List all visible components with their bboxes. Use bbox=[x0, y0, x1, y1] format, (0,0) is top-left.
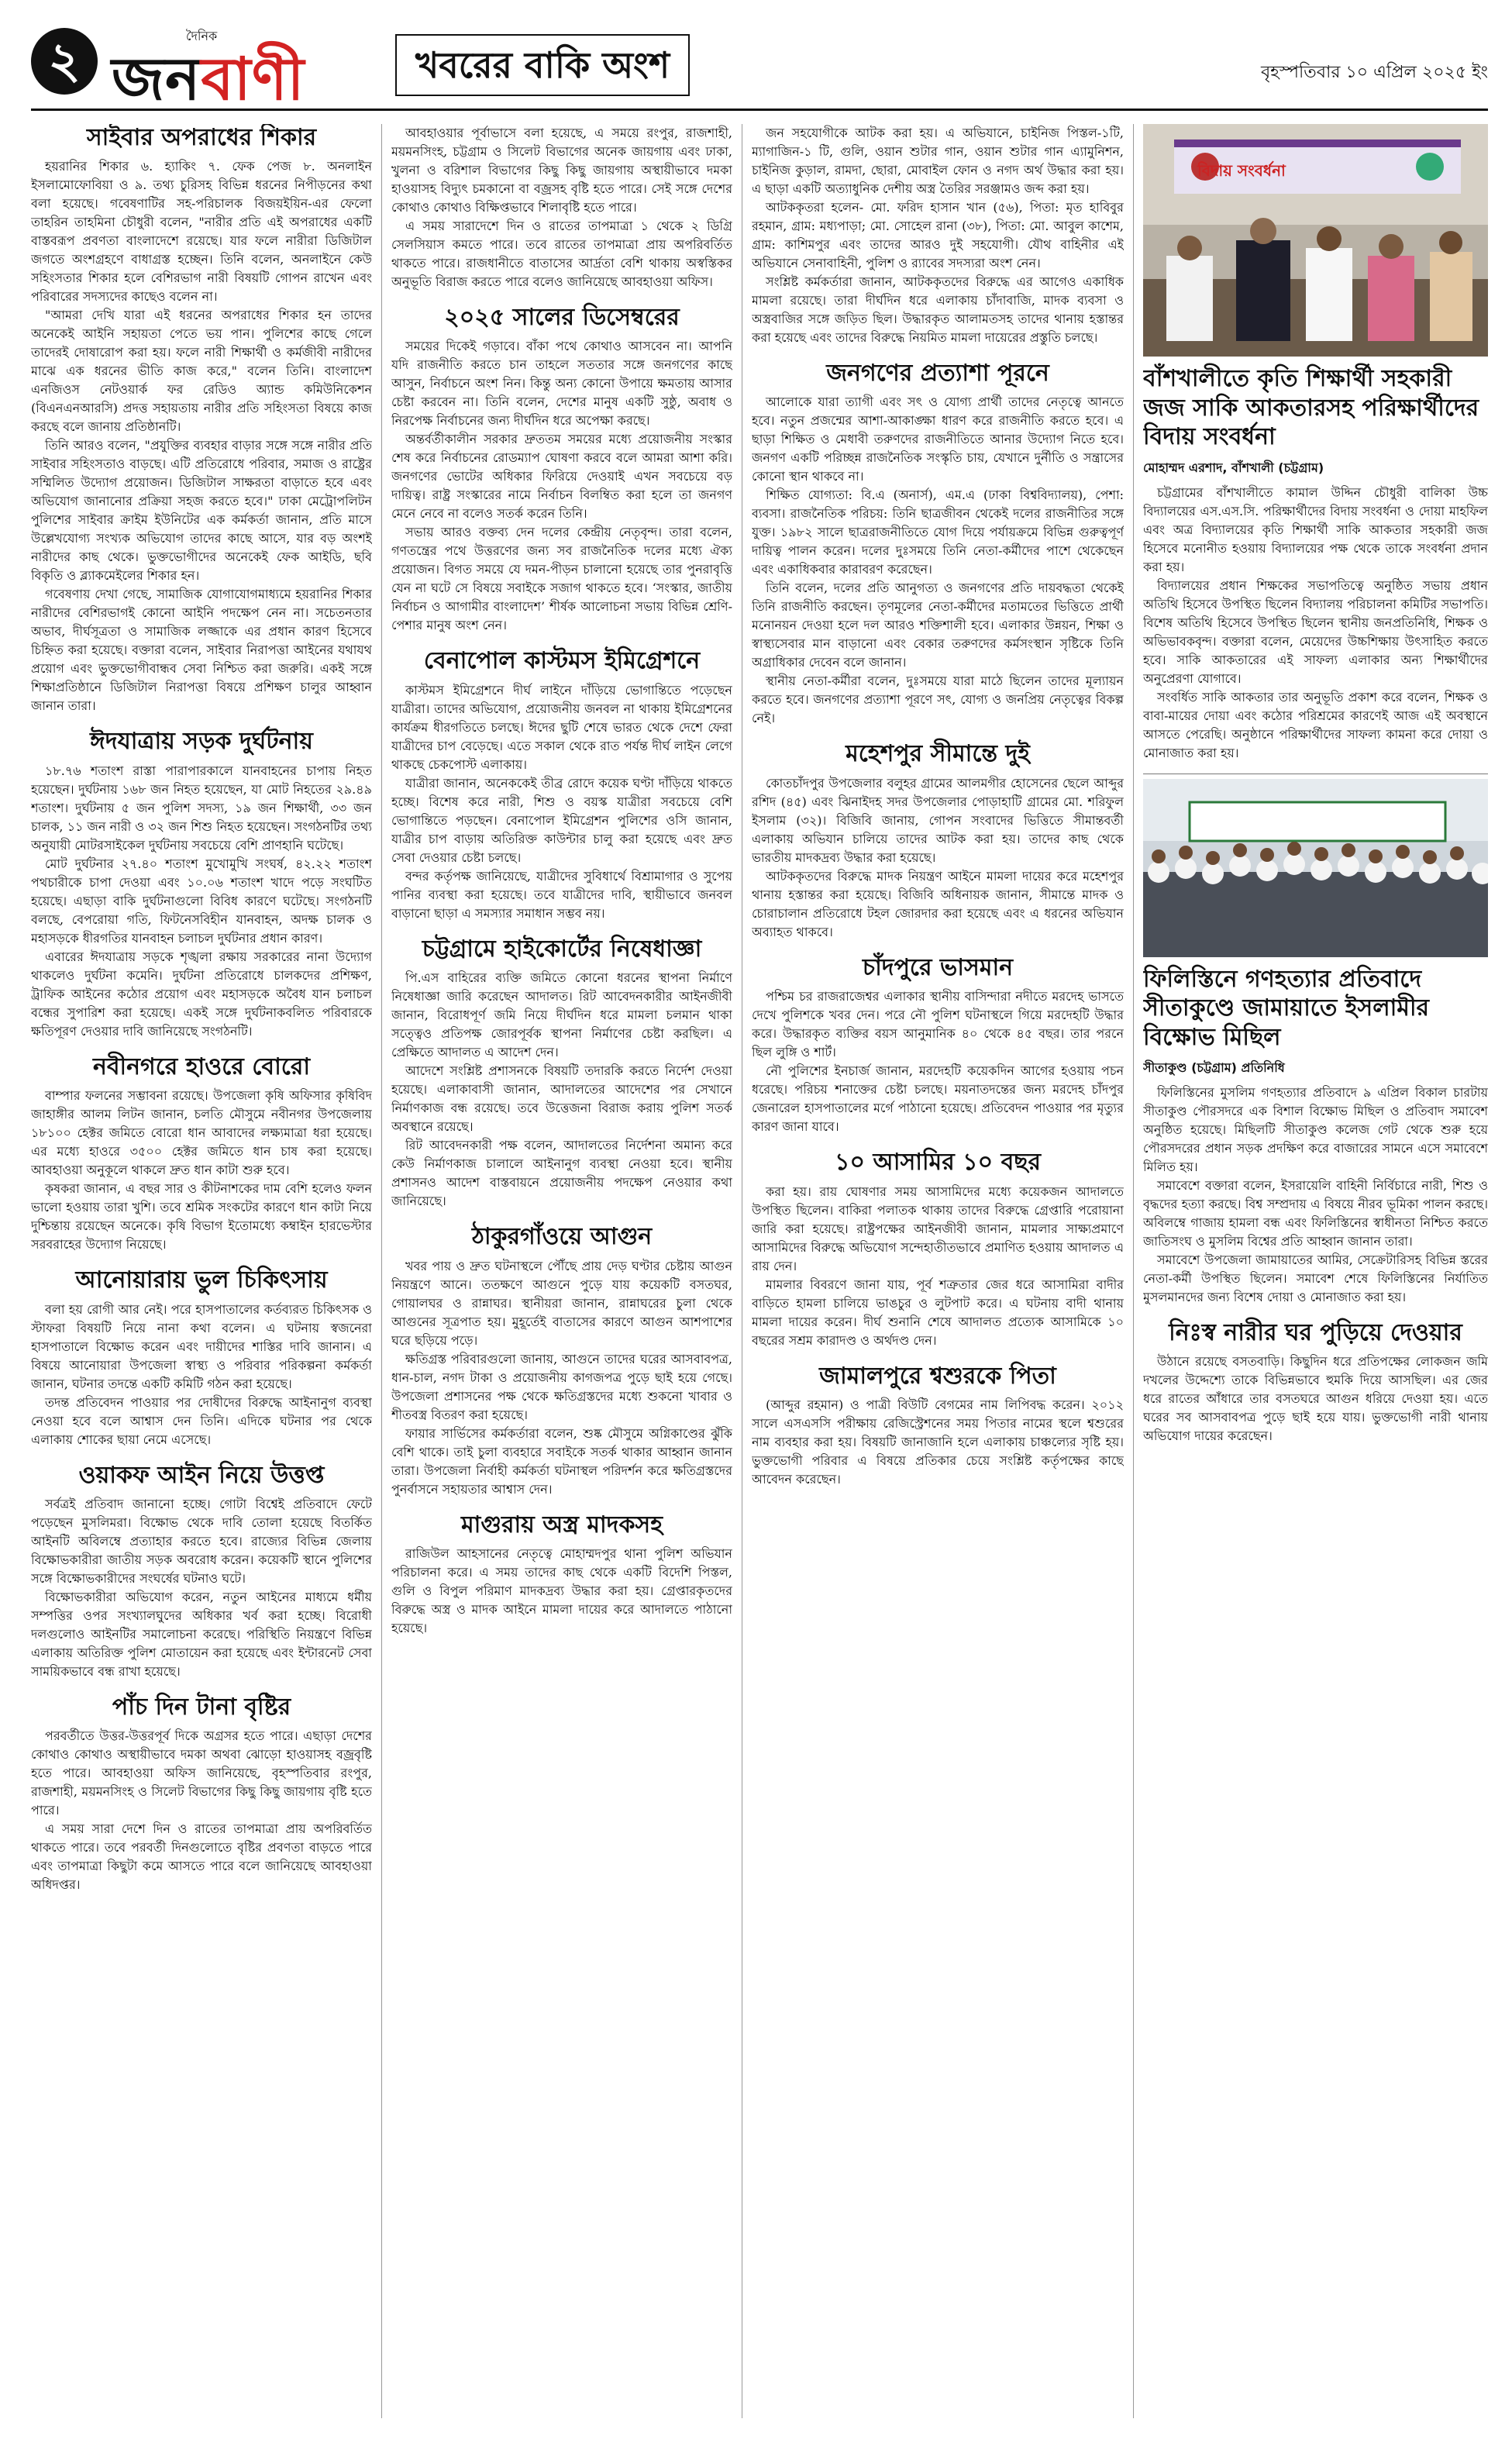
paragraph: ফায়ার সার্ভিসের কর্মকর্তারা বলেন, শুষ্ক মৌসুমে অগ্নিকাণ্ডের ঝুঁকি বেশি থাকে। তাই চুলা ব্যবহারে সবাইকে সতর্ক থাকার আহ্বান জানান তারা। উপজেলা নির্বাহী কর্মকর্তা ঘটনাস্থল পরিদর্শন করে ক্ষতিগ্রস্তদের পুনর্বাসনে সহায়তার আশ্বাস দেন। bbox=[391, 1425, 732, 1497]
story-body bbox=[391, 1257, 732, 1499]
story-body bbox=[391, 1545, 732, 1638]
paragraph: সমাবেশে বক্তারা বলেন, ইসরায়েলি বাহিনী নির্বিচারে নারী, শিশু ও বৃদ্ধদের হত্যা করছে। বিশ্ব সম্প্রদায় এ বিষয়ে নীরব ভূমিকা পালন করছে। অবিলম্বে গাজায় হামলা বন্ধ এবং ফিলিস্তিনের স্বাধীনতা নিশ্চিত করতে জাতিসংঘ ও মুসলিম বিশ্বের প্রতি আহ্বান জানান তারা। bbox=[1143, 1178, 1488, 1249]
paragraph: পি.এস বাহিরের ব্যক্তি জমিতে কোনো ধরনের স্থাপনা নির্মাণে নিষেধাজ্ঞা জারি করেছেন আদালত। রিট আবেদনকারীর আইনজীবী জানান, বিরোধপূর্ণ জমি নিয়ে দীর্ঘদিন ধরে মামলা চলমান থাকা সত্ত্বেও প্রতিপক্ষ জোরপূর্বক স্থাপনা নির্মাণের চেষ্টা করছিল। এ প্রেক্ষিতে আদালত এ আদেশ দেন। bbox=[391, 970, 732, 1060]
paragraph: তিনি বলেন, দলের প্রতি আনুগত্য ও জনগণের প্রতি দায়বদ্ধতা থেকেই তিনি রাজনীতি করছেন। তৃণমূলের নেতা-কর্মীদের মতামতের ভিত্তিতে প্রার্থী মনোনয়ন দেওয়া হলে দল আরও শক্তিশালী হবে। এলাকার উন্নয়ন, শিক্ষা ও স্বাস্থ্যসেবার মান বাড়ানো এবং বেকার তরুণদের কর্মসংস্থান সৃষ্টিকে তিনি অগ্রাধিকার দেবেন বলে জানান। bbox=[752, 581, 1124, 670]
column-4 bbox=[1143, 124, 1488, 2418]
paragraph: বিদ্যালয়ের প্রধান শিক্ষকের সভাপতিত্বে অনুষ্ঠিত সভায় প্রধান অতিথি হিসেবে উপস্থিত ছিলেন বিদ্যালয় পরিচালনা কমিটির সভাপতি। বিশেষ অতিথি হিসেবে উপস্থিত ছিলেন স্থানীয় জনপ্রতিনিধি, শিক্ষক ও অভিভাবকবৃন্দ। বক্তারা বলেন, মেয়েদের উচ্চশিক্ষায় উৎসাহিত করতে হবে। সাকি আকতারের এই সাফল্য এলাকার অন্য শিক্ষার্থীদের অনুপ্রেরণা যোগাবে। bbox=[1143, 577, 1488, 686]
paragraph: বলা হয় রোগী আর নেই। পরে হাসপাতালের কর্তব্যরত চিকিৎসক ও স্টাফরা বিষয়টি নিয়ে নানা কথা বলেন। এ ঘটনায় স্বজনেরা হাসপাতালে বিক্ষোভ করেন এবং দায়ীদের শাস্তির দাবি জানান। এ বিষয়ে আনোয়ারা উপজেলা স্বাস্থ্য ও পরিবার পরিকল্পনা কর্মকর্তা জানান, ঘটনার তদন্তে একটি কমিটি গঠন করা হয়েছে। bbox=[31, 1301, 372, 1391]
paragraph: মোট দুর্ঘটনার ২৭.৪০ শতাংশ মুখোমুখি সংঘর্ষ, ৪২.২২ শতাংশ পথচারীকে চাপা দেওয়া এবং ১০.০৬ শতাংশ খাদে পড়ে সংঘটিত হয়েছে। এছাড়া বাকি দুর্ঘটনাগুলো বিবিধ কারণে ঘটেছে। সংগঠনটি বলছে, বেপরোয়া গতি, ফিটনেসবিহীন যানবাহন, অদক্ষ চালক ও মহাসড়কে ধীরগতির যানবাহন চলাচল দুর্ঘটনার প্রধান কারণ। bbox=[31, 856, 372, 946]
paragraph: আদেশে সংশ্লিষ্ট প্রশাসনকে বিষয়টি তদারকি করতে নির্দেশ দেওয়া হয়েছে। এলাকাবাসী জানান, আদালতের আদেশের পর সেখানে নির্মাণকাজ বন্ধ রয়েছে। তবে উত্তেজনা বিরাজ করায় পুলিশ সতর্ক অবস্থানে রয়েছে। bbox=[391, 1063, 732, 1135]
paper-prefix: দৈনিক bbox=[186, 29, 218, 43]
story-body bbox=[31, 157, 372, 715]
event-photo-rally bbox=[1143, 779, 1488, 957]
paragraph: সময়ের দিকেই গড়াবে। বাঁকা পথে কোথাও আসবেন না। আপনি যদি রাজনীতি করতে চান তাহলে সততার সঙ্গে জনগণের কাছে আসুন, নির্বাচনে অংশ নিন। কিন্তু অন্য কোনো উপায়ে ক্ষমতায় আসার চেষ্টা করবেন না। তিনি বলেন, দেশের মানুষ একটি সুষ্ঠু, অবাধ ও নিরপেক্ষ নির্বাচনের জন্য দীর্ঘদিন ধরে অপেক্ষা করছে। bbox=[391, 339, 732, 429]
paper-name-part1: জন bbox=[112, 44, 201, 113]
story-byline: মোহাম্মদ এরশাদ, বাঁশখালী (চট্টগ্রাম) bbox=[1143, 460, 1324, 475]
paragraph: তদন্ত প্রতিবেদন পাওয়ার পর দোষীদের বিরুদ্ধে আইনানুগ ব্যবস্থা নেওয়া হবে বলে আশ্বাস দেন তিনি। এদিকে ঘটনার পর থেকে এলাকায় শোকের ছায়া নেমে এসেছে। bbox=[31, 1394, 372, 1447]
page-number: ২ bbox=[31, 28, 98, 95]
story-headline: চাঁদপুরে ভাসমান bbox=[862, 953, 1014, 981]
story-byline: সীতাকুণ্ড (চট্টগ্রাম) প্রতিনিধি bbox=[1143, 1060, 1285, 1075]
paragraph: হয়রানির শিকার ৬. হ্যাকিং ৭. ফেক পেজ ৮. অনলাইন ইসলামোফোবিয়া ও ৯. তথ্য চুরিসহ বিভিন্ন ধরনের নিপীড়নের কথা বলা হয়েছে। গবেষণাটির সহ-পরিচালক বিজয়ইয়িন-এর ফেলো তাহরিন তাহমিনা চৌধুরী বলেন, "নারীর প্রতি এই অপরাধের একটি বাস্তবরূপ প্রবণতা বাংলাদেশে রয়েছে। যার ফলে নারীরা ডিজিটাল জগতে অংশগ্রহণে বাধাগ্রস্ত হচ্ছেন। তিনি বলেন, অনলাইনে কেউ সহিংসতার শিকার হলে বেশিরভাগ নারী বিষয়টি গোপন রাখেন এবং পরিবারের সদস্যদের কাছেও বলেন না। bbox=[31, 159, 372, 305]
paragraph: কৃষকরা জানান, এ বছর সার ও কীটনাশকের দাম বেশি হলেও ফলন ভালো হওয়ায় তারা খুশি। তবে শ্রমিক সংকটের কারণে ধান কাটা নিয়ে দুশ্চিন্তায় রয়েছেন অনেকে। কৃষি বিভাগ ইতোমধ্যে কম্বাইন হারভেস্টার সরবরাহের উদ্যোগ নিয়েছে। bbox=[31, 1181, 372, 1253]
paragraph: আলোকে যারা ত্যাগী এবং সৎ ও যোগ্য প্রার্থী তাদের নেতৃত্বে আনতে হবে। নতুন প্রজন্মের আশা-আকাঙ্ক্ষা ধারণ করে রাজনীতি করতে হবে। এ ছাড়া শিক্ষিত ও মেধাবী তরুণদের রাজনীতিতে আনার উদ্যোগ নিতে হবে। জনগণ একটি পরিচ্ছন্ন রাজনৈতিক সংস্কৃতি চায়, যেখানে দুর্নীতি ও সন্ত্রাসের কোনো স্থান থাকবে না। bbox=[752, 395, 1124, 484]
paragraph: যাত্রীরা জানান, অনেককেই তীব্র রোদে কয়েক ঘণ্টা দাঁড়িয়ে থাকতে হচ্ছে। বিশেষ করে নারী, শিশু ও বয়স্ক যাত্রীরা সবচেয়ে বেশি ভোগান্তিতে পড়ছেন। বেনাপোল ইমিগ্রেশন পুলিশের ওসি জানান, যাত্রীর চাপ বাড়ায় অতিরিক্ত কাউন্টার চালু করা হয়েছে এবং দ্রুত সেবা দেওয়ার চেষ্টা চলছে। bbox=[391, 775, 732, 865]
paragraph: আটককৃতরা হলেন- মো. ফরিদ হাসান খান (৫৬), পিতা: মৃত হাবিবুর রহমান, গ্রাম: মধ্যপাড়া; মো. সোহেল রানা (৩৮), পিতা: মো. আবুল কাশেম, গ্রাম: কাশিমপুর এবং তাদের আরও দুই সহযোগী। যৌথ বাহিনীর এই অভিযানে সেনাবাহিনী, পুলিশ ও র‍্যাবের সদস্যরা অংশ নেন। bbox=[752, 200, 1124, 270]
paragraph: পশ্চিম চর রাজরাজেশ্বর এলাকার স্থানীয় বাসিন্দারা নদীতে মরদেহ ভাসতে দেখে পুলিশকে খবর দেন। পরে নৌ পুলিশ ঘটনাস্থলে গিয়ে মরদেহটি উদ্ধার করে। উদ্ধারকৃত ব্যক্তির বয়স আনুমানিক ৪০ থেকে ৪৫ বছর। তার পরনে ছিল লুঙ্গি ও শার্ট। bbox=[752, 989, 1124, 1060]
story-headline: নবীনগরে হাওরে বোরো bbox=[92, 1053, 311, 1080]
story-body bbox=[391, 124, 732, 291]
dateline: বৃহস্পতিবার ১০ এপ্রিল ২০২৫ ইং bbox=[1260, 63, 1488, 82]
paragraph: অন্তর্বর্তীকালীন সরকার দ্রুততম সময়ের মধ্যে প্রয়োজনীয় সংস্কার শেষ করে নির্বাচনের রোডম্যাপ ঘোষণা করবে বলে আমরা আশা করি। জনগণের ভোটের অধিকার ফিরিয়ে দেওয়াই এখন সবচেয়ে বড় দায়িত্ব। রাষ্ট্র সংস্কারের নামে নির্বাচন বিলম্বিত করা হলে তা জনগণ মেনে নেবে না বলেও সতর্ক করেন তিনি। bbox=[391, 432, 732, 522]
story-headline: নিঃস্ব নারীর ঘর পুড়িয়ে দেওয়ার bbox=[1169, 1319, 1462, 1346]
paper-name-part2: বাণী bbox=[201, 44, 305, 113]
story-body bbox=[391, 337, 732, 635]
paragraph: ১৮.৭৬ শতাংশ রাস্তা পারাপারকালে যানবাহনের চাপায় নিহত হয়েছেন। দুর্ঘটনায় ১৬৮ জন নিহত হয়েছেন, যা মোট নিহতের ২৯.৪৯ শতাংশ। দুর্ঘটনায় ৫ জন পুলিশ সদস্য, ১৯ জন শিক্ষার্থী, ৩৩ জন চালক, ১১ জন নারী ও ৩২ জন শিশু নিহত হয়েছেন। সংগঠনটির তথ্য অনুযায়ী মোটরসাইকেল দুর্ঘটনায় সবচেয়ে বেশি প্রাণহানি ঘটেছে। bbox=[31, 763, 372, 853]
event-photo-farewell bbox=[1143, 124, 1488, 357]
paragraph: বিক্ষোভকারীরা অভিযোগ করেন, নতুন আইনের মাধ্যমে ধর্মীয় সম্পত্তির ওপর সংখ্যালঘুদের অধিকার খর্ব করা হচ্ছে। বিরোধী দলগুলোও আইনটির সমালোচনা করেছে। পরিস্থিতি নিয়ন্ত্রণে বিভিন্ন এলাকায় অতিরিক্ত পুলিশ মোতায়েন করা হয়েছে এবং ইন্টারনেট সেবা সাময়িকভাবে বন্ধ রাখা হয়েছে। bbox=[31, 1589, 372, 1679]
paragraph: সংবর্ধিত সাকি আকতার তার অনুভূতি প্রকাশ করে বলেন, শিক্ষক ও বাবা-মায়ের দোয়া এবং কঠোর পরিশ্রমের কারণেই আজ এই অবস্থানে আসতে পেরেছি। অনুষ্ঠানে পরিক্ষার্থীদের সাফল্য কামনা করে দোয়া ও মোনাজাত করা হয়। bbox=[1143, 689, 1488, 760]
masthead bbox=[31, 23, 1488, 111]
paragraph: আটককৃতদের বিরুদ্ধে মাদক নিয়ন্ত্রণ আইনে মামলা দায়ের করে মহেশপুর থানায় হস্তান্তর করা হয়েছে। বিজিবি অধিনায়ক জানান, সীমান্তে মাদক ও চোরাচালান প্রতিরোধে টহল জোরদার করা হয়েছে এবং এ ধরনের অভিযান অব্যাহত থাকবে। bbox=[752, 868, 1124, 939]
paper-name bbox=[112, 34, 305, 133]
paragraph: নৌ পুলিশের ইনচার্জ জানান, মরদেহটি কয়েকদিন আগের হওয়ায় পচন ধরেছে। পরিচয় শনাক্তের চেষ্টা চলছে। ময়নাতদন্তের জন্য মরদেহ চাঁদপুর জেনারেল হাসপাতালের মর্গে পাঠানো হয়েছে। প্রতিবেদন পাওয়ার পর মৃত্যুর কারণ জানা যাবে। bbox=[752, 1063, 1124, 1135]
story-headline: ঠাকুরগাঁওয়ে আগুন bbox=[471, 1223, 653, 1251]
column-2 bbox=[391, 124, 732, 2418]
story-headline: পাঁচ দিন টানা বৃষ্টির bbox=[112, 1693, 291, 1721]
story-headline: মহেশপুর সীমান্তে দুই bbox=[846, 740, 1030, 768]
story-body bbox=[31, 762, 372, 1041]
story-body bbox=[31, 1301, 372, 1449]
column-1 bbox=[31, 124, 372, 2418]
paragraph: (আব্দুর রহমান) ও পাত্রী বিউটি বেগমের নাম লিপিবদ্ধ করেন। ২০১২ সালে এসএসসি পরীক্ষায় রেজিস্ট্রেশনের সময় পিতার নামের স্থলে শ্বশুরের নাম ব্যবহার করা হয়। বিষয়টি জানাজানি হলে এলাকায় চাঞ্চল্যের সৃষ্টি হয়। ভুক্তভোগী পরিবার এ বিষয়ে প্রতিকার চেয়ে সংশ্লিষ্ট কর্তৃপক্ষের কাছে আবেদন করেছেন। bbox=[752, 1397, 1124, 1487]
story-headline: বাঁশখালীতে কৃতি শিক্ষার্থী সহকারী জজ সাকি আকতারসহ পরিক্ষার্থীদের বিদায় সংবর্ধনা bbox=[1143, 365, 1479, 450]
photo-banner-text: বিদায় সংবর্ধনা bbox=[1197, 161, 1286, 180]
farewell-photo-graphic bbox=[1143, 124, 1488, 357]
paragraph: ক্ষতিগ্রস্ত পরিবারগুলো জানায়, আগুনে তাদের ঘরের আসবাবপত্র, ধান-চাল, নগদ টাকা ও প্রয়োজনীয় কাগজপত্র পুড়ে ছাই হয়ে গেছে। উপজেলা প্রশাসনের পক্ষ থেকে ক্ষতিগ্রস্তদের মধ্যে শুকনো খাবার ও শীতবস্ত্র বিতরণ করা হয়েছে। bbox=[391, 1351, 732, 1422]
column-rule bbox=[381, 124, 382, 2418]
paragraph: খবর পায় ও দ্রুত ঘটনাস্থলে পৌঁছে প্রায় দেড় ঘণ্টার চেষ্টায় আগুন নিয়ন্ত্রণে আনে। ততক্ষণে আগুনে পুড়ে যায় কয়েকটি বসতঘর, গোয়ালঘর ও রান্নাঘর। স্থানীয়রা জানান, রান্নাঘরের চুলা থেকে আগুনের সূত্রপাত হয়। মুহূর্তেই বাতাসের কারণে আগুন আশপাশের ঘরে ছড়িয়ে পড়ে। bbox=[391, 1258, 732, 1348]
story-headline: ফিলিস্তিনে গণহত্যার প্রতিবাদে সীতাকুণ্ডে জামায়াতে ইসলামীর বিক্ষোভ মিছিল bbox=[1143, 965, 1430, 1051]
paragraph: ফিলিস্তিনের মুসলিম গণহত্যার প্রতিবাদে ৯ এপ্রিল বিকাল চারটায় সীতাকুণ্ড পৌরসদরে এক বিশাল বিক্ষোভ মিছিল ও প্রতিবাদ সমাবেশ অনুষ্ঠিত হয়েছে। মিছিলটি সীতাকুণ্ড কলেজ গেট থেকে শুরু হয়ে পৌরসদরের প্রধান সড়ক প্রদক্ষিণ করে বাজারের সামনে এসে সমাবেশে মিলিত হয়। bbox=[1143, 1085, 1488, 1174]
paragraph: গবেষণায় দেখা গেছে, সামাজিক যোগাযোগমাধ্যমে হয়রানির শিকার নারীদের বেশিরভাগই কোনো আইনি পদক্ষেপ নেন না। সচেতনতার অভাব, দীর্ঘসূত্রতা ও সামাজিক লজ্জাকে এর প্রধান কারণ হিসেবে চিহ্নিত করা হয়েছে। বক্তারা বলেন, সাইবার নিরাপত্তা আইনের যথাযথ প্রয়োগ এবং ভুক্তভোগীবান্ধব সেবা নিশ্চিত করা জরুরি। একই সঙ্গে শিক্ষাপ্রতিষ্ঠানে ডিজিটাল নিরাপত্তা বিষয়ে প্রশিক্ষণ চালুর আহ্বান জানান তারা। bbox=[31, 587, 372, 714]
story-body bbox=[1143, 1084, 1488, 1307]
paragraph: চট্টগ্রামের বাঁশখালীতে কামাল উদ্দিন চৌধুরী বালিকা উচ্চ বিদ্যালয়ের এস.এস.সি. পরিক্ষার্থীদের বিদায় সংবর্ধনা ও দোয়া মাহফিল এবং অত্র বিদ্যালয়ের কৃতি শিক্ষার্থী সাকি আকতার সহকারী জজ হিসেবে মনোনীত হওয়ায় বিদ্যালয়ের পক্ষ থেকে তাকে সংবর্ধনা প্রদান করা হয়। bbox=[1143, 484, 1488, 574]
paragraph: বন্দর কর্তৃপক্ষ জানিয়েছে, যাত্রীদের সুবিধার্থে বিশ্রামাগার ও সুপেয় পানির ব্যবস্থা করা হয়েছে। তবে যাত্রীদের দাবি, স্থায়ীভাবে জনবল বাড়ানো ছাড়া এ সমস্যার সমাধান সম্ভব নয়। bbox=[391, 868, 732, 921]
paper-logo bbox=[112, 26, 367, 113]
story-body bbox=[752, 1183, 1124, 1350]
rally-photo-graphic bbox=[1143, 779, 1488, 957]
story-body bbox=[391, 969, 732, 1211]
paragraph: রাজিউল আহসানের নেতৃত্বে মোহাম্মদপুর থানা পুলিশ অভিযান পরিচালনা করে। এ সময় তাদের কাছ থেকে একটি বিদেশি পিস্তল, গুলি ও বিপুল পরিমাণ মাদকদ্রব্য উদ্ধার করা হয়। গ্রেপ্তারকৃতদের বিরুদ্ধে অস্ত্র ও মাদক আইনে মামলা দায়ের করে আদালতে পাঠানো হয়েছে। bbox=[391, 1545, 732, 1635]
story-headline: আনোয়ারায় ভুল চিকিৎসায় bbox=[75, 1266, 328, 1294]
paragraph: শিক্ষিত যোগ্যতা: বি.এ (অনার্স), এম.এ (ঢাকা বিশ্ববিদ্যালয়), পেশা: ব্যবসা। রাজনৈতিক পরিচয়: তিনি ছাত্রজীবন থেকেই দলের রাজনীতির সঙ্গে যুক্ত। ১৯৮২ সালে ছাত্ররাজনীতিতে যোগ দিয়ে পর্যায়ক্রমে বিভিন্ন গুরুত্বপূর্ণ দায়িত্ব পালন করেন। দলের দুঃসময়ে তিনি নেতা-কর্মীদের পাশে থেকেছেন এবং একাধিকবার কারাবরণ করেছেন। bbox=[752, 488, 1124, 577]
story-body bbox=[31, 1495, 372, 1681]
paragraph: সংশ্লিষ্ট কর্মকর্তারা জানান, আটককৃতদের বিরুদ্ধে এর আগেও একাধিক মামলা রয়েছে। তারা দীর্ঘদিন ধরে এলাকায় চাঁদাবাজি, মাদক ব্যবসা ও অস্ত্রবাজির সঙ্গে জড়িত ছিল। উদ্ধারকৃত আলামতসহ তাদের থানায় হস্তান্তর করা হয়েছে এবং তাদের বিরুদ্ধে নিয়মিত মামলা দায়েরের প্রস্তুতি চলছে। bbox=[752, 274, 1124, 345]
paragraph: জন সহযোগীকে আটক করা হয়। এ অভিযানে, চাইনিজ পিস্তল-১টি, ম্যাগাজিন-১ টি, গুলি, ওয়ান শুটার গান, ওয়ান শুটার গান এ্যামুনিশন, চাইনিজ কুড়াল, রামদা, ছোরা, মোবাইল ফোন ও নগদ অর্থ উদ্ধার করা হয়। এ ছাড়া একটি অত্যাধুনিক দেশীয় অস্ত্র তৈরির সরঞ্জামও জব্দ করা হয়। bbox=[752, 126, 1124, 196]
paragraph: কোতচাঁদপুর উপজেলার বলুহর গ্রামের আলমগীর হোসেনের ছেলে আব্দুর রশিদ (৪৫) এবং ঝিনাইদহ সদর উপজেলার পোড়াহাটি গ্রামের মো. শরিফুল ইসলাম (৩২)। বিজিবি জানায়, গোপন সংবাদের ভিত্তিতে সীমান্তবর্তী এলাকায় অভিযান চালিয়ে তাদের আটক করা হয়। তাদের কাছ থেকে ভারতীয় মাদকদ্রব্য উদ্ধার করা হয়েছে। bbox=[752, 775, 1124, 865]
section-title: খবরের বাকি অংশ bbox=[395, 34, 690, 96]
paragraph: কাস্টমস ইমিগ্রেশনে দীর্ঘ লাইনে দাঁড়িয়ে ভোগান্তিতে পড়েছেন যাত্রীরা। তাদের অভিযোগ, প্রয়োজনীয় জনবল না থাকায় ইমিগ্রেশনের কার্যক্রম ধীরগতিতে চলছে। ঈদের ছুটি শেষে ভারত থেকে দেশে ফেরা যাত্রীদের চাপ বেড়েছে। এতে সকাল থেকে রাত পর্যন্ত দীর্ঘ লাইন লেগে থাকছে চেকপোস্ট এলাকায়। bbox=[391, 682, 732, 772]
story-body bbox=[752, 1396, 1124, 1489]
paragraph: করা হয়। রায় ঘোষণার সময় আসামিদের মধ্যে কয়েকজন আদালতে উপস্থিত ছিলেন। বাকিরা পলাতক থাকায় তাদের বিরুদ্ধে গ্রেপ্তারি পরোয়ানা জারি করা হয়েছে। রাষ্ট্রপক্ষের আইনজীবী জানান, মামলার সাক্ষ্যপ্রমাণে আসামিদের বিরুদ্ধে অভিযোগ সন্দেহাতীতভাবে প্রমাণিত হওয়ায় আদালত এ রায় দেন। bbox=[752, 1184, 1124, 1273]
story-body bbox=[752, 987, 1124, 1136]
story-headline: বেনাপোল কাস্টমস ইমিগ্রেশনে bbox=[423, 647, 701, 675]
paragraph: স্থানীয় নেতা-কর্মীরা বলেন, দুঃসময়ে যারা মাঠে ছিলেন তাদের মূল্যায়ন করতে হবে। জনগণের প্রত্যাশা পূরণে সৎ, যোগ্য ও জনপ্রিয় নেতৃত্বের বিকল্প নেই। bbox=[752, 674, 1124, 726]
paragraph: সর্বত্রই প্রতিবাদ জানানো হচ্ছে। গোটা বিশ্বেই প্রতিবাদে ফেটে পড়েছেন মুসলিমরা। বিক্ষোভ থেকে দাবি তোলা হয়েছে বিতর্কিত আইনটি অবিলম্বে প্রত্যাহার করতে হবে। রাজ্যের বিভিন্ন জেলায় বিক্ষোভকারীরা জাতীয় সড়ক অবরোধ করেন। কয়েকটি স্থানে পুলিশের সঙ্গে বিক্ষোভকারীদের সংঘর্ষের ঘটনাও ঘটে। bbox=[31, 1496, 372, 1586]
column-3 bbox=[752, 124, 1124, 2418]
paragraph: রিট আবেদনকারী পক্ষ বলেন, আদালতের নির্দেশনা অমান্য করে কেউ নির্মাণকাজ চালালে আইনানুগ ব্যবস্থা নেওয়া হবে। স্থানীয় প্রশাসনও আদেশ বাস্তবায়নে প্রয়োজনীয় পদক্ষেপ নেওয়ার কথা জানিয়েছে। bbox=[391, 1138, 732, 1209]
story-headline: ঈদযাত্রায় সড়ক দুর্ঘটনায় bbox=[90, 728, 313, 756]
paragraph: পরবর্তীতে উত্তর-উত্তরপূর্ব দিকে অগ্রসর হতে পারে। এছাড়া দেশের কোথাও কোথাও অস্থায়ীভাবে দমকা অথবা ঝোড়ো হাওয়াসহ বজ্রবৃষ্টি হতে পারে। আবহাওয়া অফিস জানিয়েছে, বৃহস্পতিবার রংপুর, রাজশাহী, ময়মনসিংহ ও সিলেট বিভাগের কিছু কিছু জায়গায় বৃষ্টি হতে পারে। bbox=[31, 1728, 372, 1818]
story-body bbox=[31, 1727, 372, 1894]
story-headline: সাইবার অপরাধের শিকার bbox=[86, 124, 317, 151]
paragraph: উঠানে রয়েছে বসতবাড়ি। কিছুদিন ধরে প্রতিপক্ষের লোকজন জমি দখলের উদ্দেশ্যে তাকে বিভিন্নভাবে হুমকি দিয়ে আসছিল। এর জের ধরে রাতের আঁধারে তার বসতঘরে আগুন ধরিয়ে দেওয়া হয়। এতে ঘরের সব আসবাবপত্র পুড়ে ছাই হয়ে যায়। ভুক্তভোগী নারী থানায় অভিযোগ দায়ের করেছেন। bbox=[1143, 1354, 1488, 1444]
paragraph: এ সময় সারাদেশে দিন ও রাতের তাপমাত্রা ১ থেকে ২ ডিগ্রি সেলসিয়াস কমতে পারে। তবে রাতের তাপমাত্রা প্রায় অপরিবর্তিত থাকতে পারে। রাজধানীতে বাতাসের আর্দ্রতা বেশি থাকায় অস্বস্তিকর অনুভূতি বিরাজ করতে পারে বলেও জানিয়েছে আবহাওয়া অফিস। bbox=[391, 219, 732, 289]
story-headline: চট্টগ্রামে হাইকোর্টের নিষেধাজ্ঞা bbox=[422, 935, 702, 963]
story-headline: ওয়াকফ আইন নিয়ে উত্তপ্ত bbox=[78, 1461, 325, 1489]
paragraph: সভায় আরও বক্তব্য দেন দলের কেন্দ্রীয় নেতৃবৃন্দ। তারা বলেন, গণতন্ত্রের পথে উত্তরণের জন্য সব রাজনৈতিক দলের মধ্যে ঐক্য প্রয়োজন। বিগত সময়ে যে দমন-পীড়ন চালানো হয়েছে তার পুনরাবৃত্তি যেন না ঘটে সে বিষয়ে সবাইকে সজাগ থাকতে হবে। ‘সংস্কার, জাতীয় নির্বাচন ও আগামীর বাংলাদেশ’ শীর্ষক আলোচনা সভায় বিভিন্ন শ্রেণি-পেশার মানুষ অংশ নেন। bbox=[391, 525, 732, 633]
paragraph: সমাবেশে উপজেলা জামায়াতের আমির, সেক্রেটারিসহ বিভিন্ন স্তরের নেতা-কর্মী উপস্থিত ছিলেন। সমাবেশ শেষে ফিলিস্তিনের নির্যাতিত মুসলমানদের জন্য বিশেষ দোয়া ও মোনাজাত করা হয়। bbox=[1143, 1253, 1488, 1304]
story-body bbox=[31, 1087, 372, 1254]
story-headline: জনগণের প্রত্যাশা পূরনে bbox=[826, 360, 1049, 387]
paragraph: এবারের ঈদযাত্রায় সড়কে শৃঙ্খলা রক্ষায় সরকারের নানা উদ্যোগ থাকলেও দুর্ঘটনা কমেনি। দুর্ঘটনা প্রতিরোধে চালকদের প্রশিক্ষণ, ট্রাফিক আইনের কঠোর প্রয়োগ এবং মহাসড়কে অবৈধ যান চলাচল বন্ধের সুপারিশ করা হয়েছে। একই সঙ্গে দুর্ঘটনাকবলিত পরিবারকে ক্ষতিপূরণ দেওয়ার দাবি জানিয়েছে সংগঠনটি। bbox=[31, 949, 372, 1039]
story-headline: ২০২৫ সালের ডিসেম্বরের bbox=[444, 304, 680, 331]
paragraph: বাম্পার ফলনের সম্ভাবনা রয়েছে। উপজেলা কৃষি অফিসার কৃষিবিদ জাহাঙ্গীর আলম লিটন জানান, চলতি মৌসুমে নবীনগর উপজেলায় ১৮১০০ হেক্টর জমিতে বোরো ধান আবাদের লক্ষ্যমাত্রা ধরা হয়েছে। এর মধ্যে হাওরে ৩৫০০ হেক্টর জমিতে ধান চাষ করা হয়েছে। আবহাওয়া অনুকূলে থাকলে দ্রুত ধান কাটা শুরু হবে। bbox=[31, 1088, 372, 1178]
paragraph: মামলার বিবরণে জানা যায়, পূর্ব শত্রুতার জের ধরে আসামিরা বাদীর বাড়িতে হামলা চালিয়ে ভাঙচুর ও লুটপাট করে। এ ঘটনায় বাদী থানায় মামলা দায়ের করেন। দীর্ঘ শুনানি শেষে আদালত প্রত্যেক আসামিকে ১০ বছরের সশ্রম কারাদণ্ড ও অর্থদণ্ড দেন। bbox=[752, 1277, 1124, 1348]
story-body bbox=[1143, 484, 1488, 763]
story-headline: জামালপুরে শ্বশুরকে পিতা bbox=[819, 1362, 1056, 1390]
story-body bbox=[391, 681, 732, 923]
paragraph: "আমরা দেখি যারা এই ধরনের অপরাধের শিকার হন তাদের অনেকেই আইনি সহায়তা পেতে ভয় পান। পুলিশের কাছে গেলে তাদেরই দোষারোপ করা হয়। ফলে নারী শিক্ষার্থী ও কর্মজীবী নারীদের মাঝে এক ধরনের ভীতি কাজ করে," বলেন তিনি। বাংলাদেশ এনজিওস নেটওয়ার্ক ফর রেডিও অ্যান্ড কমিউনিকেশন (বিএনএনআরসি) প্রদত্ত সহায়তায় নারীর প্রতি সহিংসতা বিষয়ে কাজ করছে বলে জানায় প্রতিষ্ঠানটি। bbox=[31, 308, 372, 435]
story-body bbox=[752, 774, 1124, 942]
story-body bbox=[752, 393, 1124, 728]
story-body bbox=[1143, 1352, 1488, 1445]
story-headline: মাগুরায় অস্ত্র মাদকসহ bbox=[460, 1511, 663, 1539]
column-rule bbox=[1133, 124, 1134, 2418]
paragraph: তিনি আরও বলেন, "প্রযুক্তির ব্যবহার বাড়ার সঙ্গে সঙ্গে নারীর প্রতি সাইবার সহিংসতাও বাড়ছে। এটি প্রতিরোধে পরিবার, সমাজ ও রাষ্ট্রের সম্মিলিত উদ্যোগ প্রয়োজন। ডিজিটাল সাক্ষরতা বাড়াতে হবে এবং অভিযোগ জানানোর প্রক্রিয়া সহজ করতে হবে।" ঢাকা মেট্রোপলিটন পুলিশের সাইবার ক্রাইম ইউনিটের এক কর্মকর্তা জানান, প্রতি মাসে উল্লেখযোগ্য সংখ্যক অভিযোগ তাদের কাছে আসে, যার বড় অংশই নারীদের কাছ থেকে। ভুক্তভোগীদের অনেকেই ফেক আইডি, ছবি বিকৃতি ও ব্ল্যাকমেইলের শিকার হন। bbox=[31, 438, 372, 584]
paragraph: আবহাওয়ার পূর্বাভাসে বলা হয়েছে, এ সময়ে রংপুর, রাজশাহী, ময়মনসিংহ, চট্টগ্রাম ও সিলেট বিভাগের অনেক জায়গায় এবং ঢাকা, খুলনা ও বরিশাল বিভাগের কিছু কিছু জায়গায় অস্থায়ীভাবে দমকা হাওয়াসহ বিদ্যুৎ চমকানো বা বজ্রসহ বৃষ্টি হতে পারে। সেই সঙ্গে দেশের কোথাও কোথাও বিক্ষিপ্তভাবে শিলাবৃষ্টি হতে পারে। bbox=[391, 126, 732, 215]
paragraph: এ সময় সারা দেশে দিন ও রাতের তাপমাত্রা প্রায় অপরিবর্তিত থাকতে পারে। তবে পরবর্তী দিনগুলোতে বৃষ্টির প্রবণতা বাড়তে পারে এবং তাপমাত্রা কিছুটা কমে আসতে পারে বলে জানিয়েছে আবহাওয়া অধিদপ্তর। bbox=[31, 1821, 372, 1893]
story-body bbox=[752, 124, 1124, 347]
story-headline: ১০ আসামির ১০ বছর bbox=[835, 1149, 1041, 1177]
